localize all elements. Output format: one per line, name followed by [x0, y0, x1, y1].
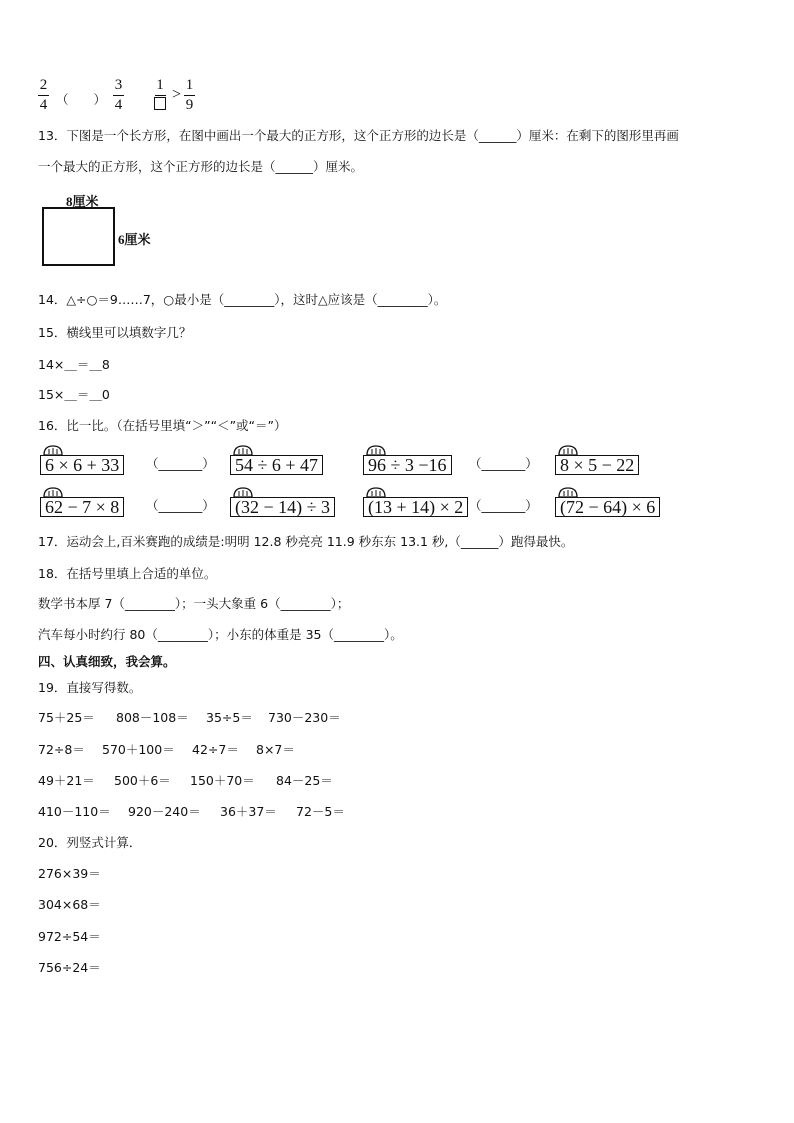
q18-line2: 汽车每小时约行 80（________）；小东的体重是 35（________）。 — [38, 627, 403, 642]
q18-line1: 数学书本厚 7（________）；一头大象重 6（________）； — [38, 596, 350, 611]
compare-blank[interactable]: （_______） — [146, 498, 215, 513]
calc-item: 410－110＝ — [38, 804, 111, 819]
q16-title: 16．比一比。（在括号里填“＞”“＜”或“＝”） — [38, 418, 287, 433]
vertical-calc-item: 756÷24＝ — [38, 960, 101, 975]
calc-item: 808－108＝ — [116, 710, 189, 725]
calc-item: 49＋21＝ — [38, 773, 95, 788]
calc-item: 920－240＝ — [128, 804, 201, 819]
expression-box: 6 × 6 + 33 — [40, 455, 124, 475]
section-heading: 四、认真细致，我会算。 — [38, 654, 176, 669]
calc-item: 36＋37＝ — [220, 804, 277, 819]
rectangle-figure[interactable] — [42, 207, 115, 266]
q14-text: 14．△÷○＝9……7，○最小是（________），这时△应该是（________）。 — [38, 292, 447, 307]
expression-box: 8 × 5 − 22 — [555, 455, 639, 475]
rect-width-label: 8厘米 — [66, 194, 99, 209]
q15-line1: 14×＿＝＿8 — [38, 357, 110, 372]
compare-blank[interactable]: （_______） — [469, 498, 538, 513]
calc-item: 500＋6＝ — [114, 773, 171, 788]
vertical-calc-item: 304×68＝ — [38, 897, 101, 912]
vertical-calc-item: 972÷54＝ — [38, 929, 101, 944]
q15-line2: 15×＿＝＿0 — [38, 387, 110, 402]
compare-blank[interactable]: （_______） — [146, 456, 215, 471]
calc-item: 72÷8＝ — [38, 742, 85, 757]
q20-title: 20．列竖式计算． — [38, 835, 142, 850]
greater-than-sign: > — [172, 86, 182, 103]
calc-item: 75＋25＝ — [38, 710, 95, 725]
fraction-1-box: 1 — [154, 77, 166, 110]
expression-box: (72 − 64) × 6 — [555, 497, 660, 517]
q17-text: 17．运动会上,百米赛跑的成绩是:明明 12.8 秒亮亮 11.9 秒东东 13.1 秒,（______）跑得最快。 — [38, 534, 574, 549]
q13-line1: 13．下图是一个长方形，在图中画出一个最大的正方形，这个正方形的边长是（______）厘米：在剩下的图形里再画 — [38, 128, 679, 143]
q15-title: 15．横线里可以填数字几？ — [38, 325, 192, 340]
q18-title: 18．在括号里填上合适的单位。 — [38, 566, 217, 581]
calc-item: 84－25＝ — [276, 773, 333, 788]
blank-square[interactable] — [154, 97, 166, 110]
expression-box: (13 + 14) × 2 — [363, 497, 468, 517]
calc-item: 35÷5＝ — [206, 710, 253, 725]
fraction-3-4: 3 4 — [114, 77, 123, 113]
calc-item: 8×7＝ — [256, 742, 295, 757]
q19-title: 19．直接写得数。 — [38, 680, 142, 695]
expression-box: 54 ÷ 6 + 47 — [230, 455, 323, 475]
q13-line2: 一个最大的正方形，这个正方形的边长是（______）厘米。 — [38, 159, 364, 174]
fraction-2-4: 2 4 — [39, 77, 48, 113]
expression-box: (32 − 14) ÷ 3 — [230, 497, 335, 517]
calc-item: 150＋70＝ — [190, 773, 255, 788]
fraction-1-9: 1 9 — [185, 77, 194, 113]
calc-item: 72－5＝ — [296, 804, 345, 819]
expression-box: 62 − 7 × 8 — [40, 497, 124, 517]
calc-item: 730－230＝ — [268, 710, 341, 725]
calc-item: 42÷7＝ — [192, 742, 239, 757]
compare-blank[interactable]: （_______） — [469, 456, 538, 471]
calc-item: 570＋100＝ — [102, 742, 175, 757]
expression-box: 96 ÷ 3 −16 — [363, 455, 452, 475]
answer-paren[interactable]: （ ） — [56, 92, 107, 107]
vertical-calc-item: 276×39＝ — [38, 866, 101, 881]
rect-height-label: 6厘米 — [118, 232, 151, 247]
